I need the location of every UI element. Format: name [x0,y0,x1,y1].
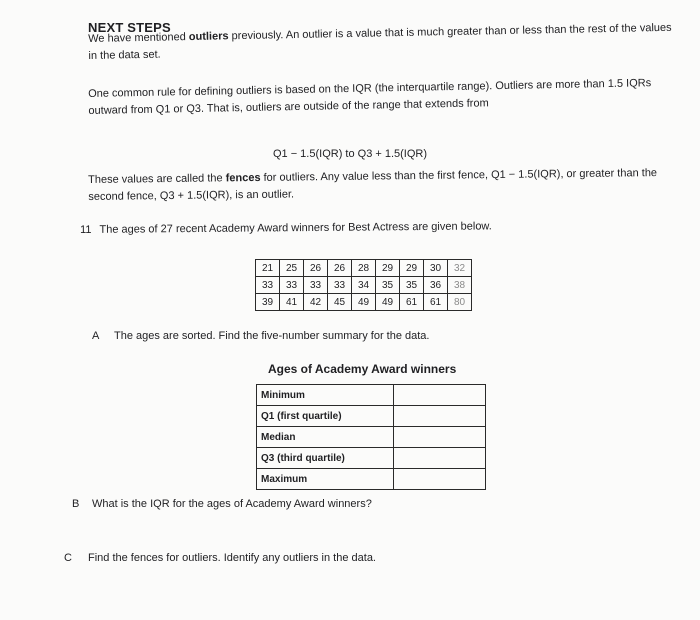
age-cell: 42 [304,294,328,311]
age-cell: 41 [280,294,304,311]
part-b-text: What is the IQR for the ages of Academy Award winners? [92,498,372,510]
part-c-letter: C [64,552,72,564]
five-number-summary-table [256,384,486,490]
fences-text-before: These values are called the [88,172,226,186]
fences-text-after: for outliers. Any value less than the first fence, Q1 − 1.5(IQR), or greater than the second fence, Q3 + 1.5(IQR), is an outlier. [88,167,658,203]
age-cell: 33 [328,277,352,294]
part-c [64,552,376,564]
summary-answer-cell[interactable] [394,406,486,427]
age-cell: 26 [328,260,352,277]
intro-term-outliers: outliers [188,30,229,44]
ages-table [255,259,472,311]
part-a-letter: A [92,330,100,342]
summary-answer-cell[interactable] [394,427,486,448]
age-cell: 35 [400,277,424,294]
part-c-text: Find the fences for outliers. Identify any outliers in the data. [88,552,376,564]
fences-paragraph [88,165,678,206]
summary-row-label: Minimum [257,385,394,406]
age-cell: 61 [400,294,424,311]
summary-row [257,448,486,469]
part-a-text: The ages are sorted. Find the five-number summary for the data. [114,330,430,342]
rule-paragraph: One common rule for defining outliers is based on the IQR (the interquartile range). Outliers are more than 1.5 IQRs outward from Q1 or Q3. That is, outliers are outside of the range that extends from [88,77,652,117]
intro-text-after: previously. An outlier is a value that is much greater than or less than the rest of the values in the data set. [88,21,672,62]
section-heading: NEXT STEPS [88,20,171,35]
age-cell: 34 [352,277,376,294]
age-cell: 49 [376,294,400,311]
age-cell: 39 [256,294,280,311]
age-cell: 80 [448,294,472,311]
age-cell: 25 [280,260,304,277]
summary-answer-cell[interactable] [394,469,486,490]
age-cell: 29 [400,260,424,277]
age-cell: 36 [424,277,448,294]
summary-row [257,427,486,448]
age-cell: 28 [352,260,376,277]
summary-row [257,385,486,406]
age-cell: 35 [376,277,400,294]
question-11 [80,220,492,236]
part-b [72,498,372,510]
summary-row-label: Maximum [257,469,394,490]
intro-text-before: We have mentioned [88,31,189,45]
summary-row-label: Q3 (third quartile) [257,448,394,469]
fences-term: fences [225,171,261,185]
question-text: The ages of 27 recent Academy Award winners for Best Actress are given below. [99,220,492,236]
summary-row-label: Median [257,427,394,448]
summary-row [257,469,486,490]
part-a [92,330,429,342]
ages-row [256,294,472,311]
age-cell: 45 [328,294,352,311]
age-cell: 33 [304,277,328,294]
summary-row [257,406,486,427]
summary-answer-cell[interactable] [394,385,486,406]
age-cell: 29 [376,260,400,277]
summary-answer-cell[interactable] [394,448,486,469]
age-cell: 30 [424,260,448,277]
age-cell: 38 [448,277,472,294]
age-cell: 33 [280,277,304,294]
age-cell: 49 [352,294,376,311]
question-number: 11 [80,223,92,236]
ages-row [256,260,472,277]
fence-formula: Q1 − 1.5(IQR) to Q3 + 1.5(IQR) [272,148,428,160]
age-cell: 33 [256,277,280,294]
summary-table-title: Ages of Academy Award winners [268,362,457,376]
part-b-letter: B [72,498,80,510]
age-cell: 32 [448,260,472,277]
age-cell: 21 [256,260,280,277]
intro-paragraph [88,20,679,65]
age-cell: 26 [304,260,328,277]
age-cell: 61 [424,294,448,311]
summary-row-label: Q1 (first quartile) [257,406,394,427]
ages-row [256,277,472,294]
